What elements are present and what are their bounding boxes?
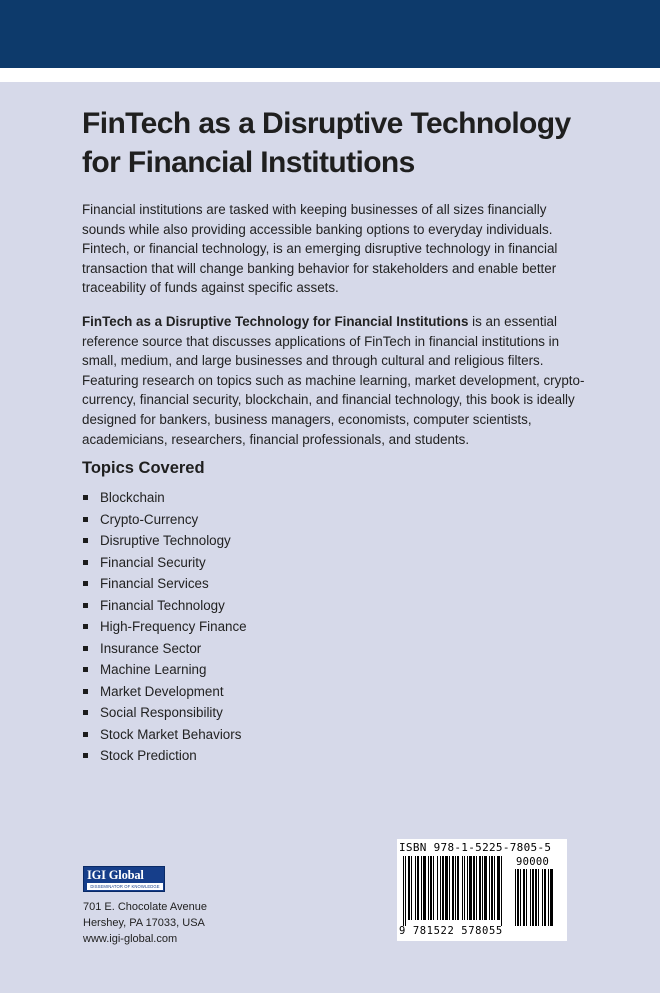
barcode-bar xyxy=(440,856,441,920)
list-item xyxy=(82,573,247,595)
barcode-bar xyxy=(462,856,463,920)
barcode-bar xyxy=(497,856,500,920)
topic-label: Financial Security xyxy=(100,554,206,570)
bullet-icon xyxy=(83,624,88,629)
topic-label: Blockchain xyxy=(100,490,165,505)
barcode-bar xyxy=(421,856,422,920)
barcode-bar xyxy=(526,869,527,926)
barcode-bar xyxy=(464,856,465,920)
bullet-icon xyxy=(83,732,88,737)
publisher-logo-name: IGI Global xyxy=(87,868,144,882)
address-street: 701 E. Chocolate Avenue xyxy=(83,901,207,913)
barcode-bar xyxy=(544,869,546,926)
barcode-bar xyxy=(433,856,434,920)
list-item xyxy=(82,638,247,660)
topic-label: Stock Market Behaviors xyxy=(100,726,242,742)
bullet-icon xyxy=(83,581,88,586)
list-item xyxy=(82,509,247,531)
topics-heading: Topics Covered xyxy=(82,459,205,477)
isbn-label: ISBN 978-1-5225-7805-5 xyxy=(399,841,552,854)
description-paragraph-1: Financial institutions are tasked with keeping businesses of all sizes financially sounds while also providing accessible banking options to everyday individuals. Fintech, or financial technology, is an emerging disruptive technology in financial transaction that will change banking behavior for stakeholders and enable better traceability of funds against specific assets. xyxy=(82,202,558,296)
topics-list xyxy=(82,487,247,767)
bullet-icon xyxy=(83,517,88,522)
barcode-bar xyxy=(542,869,543,926)
barcode-digits: 9 781522 578055 xyxy=(399,925,503,937)
barcode-addon-bars xyxy=(515,869,562,926)
publisher-logo xyxy=(83,866,165,892)
barcode-bar xyxy=(494,856,495,920)
barcode-bar xyxy=(437,856,438,920)
barcode-bar xyxy=(532,869,534,926)
topic-label: Stock Prediction xyxy=(100,748,197,763)
address-city: Hershey, PA 17033, USA xyxy=(83,917,205,929)
barcode-bar xyxy=(408,856,410,920)
barcode-bar xyxy=(417,856,419,920)
barcode-bar xyxy=(530,869,531,926)
list-item xyxy=(82,681,247,703)
barcode-bar xyxy=(442,856,444,920)
topic-label: Social Responsibility xyxy=(100,705,223,720)
barcode-bar xyxy=(548,869,549,926)
barcode-bar xyxy=(517,869,519,926)
list-item xyxy=(82,595,247,617)
book-title: FinTech as a Disruptive Technology for Financial Institutions xyxy=(82,107,571,179)
bullet-icon xyxy=(83,667,88,672)
list-item xyxy=(82,487,247,509)
list-item xyxy=(82,659,247,681)
description-title-bold: FinTech as a Disruptive Technology for Financial Institutions xyxy=(82,314,469,329)
topic-label: Insurance Sector xyxy=(100,640,202,656)
list-item xyxy=(82,616,247,638)
bullet-icon xyxy=(83,710,88,715)
publisher-logo-tagline: DISSEMINATOR OF KNOWLEDGE xyxy=(87,883,163,890)
barcode-bar xyxy=(523,869,525,926)
barcode-bar xyxy=(449,856,450,920)
topic-label: Financial Technology xyxy=(100,597,225,613)
bullet-icon xyxy=(83,560,88,565)
barcode-bar xyxy=(476,856,477,920)
barcode-bar xyxy=(482,856,483,920)
list-item xyxy=(82,724,247,746)
barcode-bar xyxy=(445,856,448,920)
barcode-bar xyxy=(538,869,539,926)
barcode-bar xyxy=(423,856,426,920)
barcode-main-bars xyxy=(403,856,509,926)
bullet-icon xyxy=(83,689,88,694)
topic-label: Crypto-Currency xyxy=(100,511,199,527)
barcode-bar xyxy=(411,856,412,920)
barcode-bar xyxy=(415,856,416,920)
bullet-icon xyxy=(83,646,88,651)
bullet-icon xyxy=(83,753,88,758)
barcode-bar xyxy=(491,856,493,920)
barcode-bar xyxy=(484,856,487,920)
bullet-icon xyxy=(83,495,88,500)
barcode-bar xyxy=(467,856,468,920)
barcode-bar xyxy=(489,856,490,920)
top-color-band xyxy=(0,0,660,68)
barcode-bar xyxy=(403,856,404,926)
topic-label: Machine Learning xyxy=(100,662,207,677)
barcode-bar xyxy=(515,869,516,926)
barcode-bar xyxy=(501,856,502,926)
barcode-bar xyxy=(457,856,459,920)
isbn-barcode xyxy=(397,839,567,941)
barcode-bar xyxy=(473,856,475,920)
list-item xyxy=(82,702,247,724)
description-paragraph-2 xyxy=(82,312,587,449)
barcode-bar xyxy=(452,856,454,920)
barcode-bar xyxy=(535,869,537,926)
barcode-bar xyxy=(428,856,429,920)
bullet-icon xyxy=(83,538,88,543)
bullet-icon xyxy=(83,603,88,608)
publisher-address xyxy=(83,899,207,947)
list-item xyxy=(82,552,247,574)
list-item xyxy=(82,745,247,767)
topic-label: Financial Services xyxy=(100,576,209,591)
barcode-bar xyxy=(520,869,521,926)
list-item xyxy=(82,530,247,552)
topic-label: High-Frequency Finance xyxy=(100,619,247,634)
barcode-bar xyxy=(550,869,553,926)
topic-label: Market Development xyxy=(100,683,224,699)
barcode-bar xyxy=(469,856,472,920)
publisher-website: www.igi-global.com xyxy=(83,933,178,945)
description-text: is an essential reference source that discusses applications of FinTech in financial institutions in small, medium, and large businesses and through cultural and religious filters. Featuring research on topics such as machine learning, market development, crypto-currency, financial security, blockchain, and financial technology, this book is ideally designed for bankers, business managers, economists, computer scientists, academicians, researchers, financial professionals, and students. xyxy=(82,314,585,447)
barcode-bar xyxy=(405,856,406,926)
barcode-bar xyxy=(430,856,432,920)
barcode-price-code: 90000 xyxy=(516,856,550,868)
topic-label: Disruptive Technology xyxy=(100,533,231,548)
barcode-bar xyxy=(479,856,481,920)
white-divider-stripe xyxy=(0,68,660,82)
barcode-bar xyxy=(455,856,456,920)
